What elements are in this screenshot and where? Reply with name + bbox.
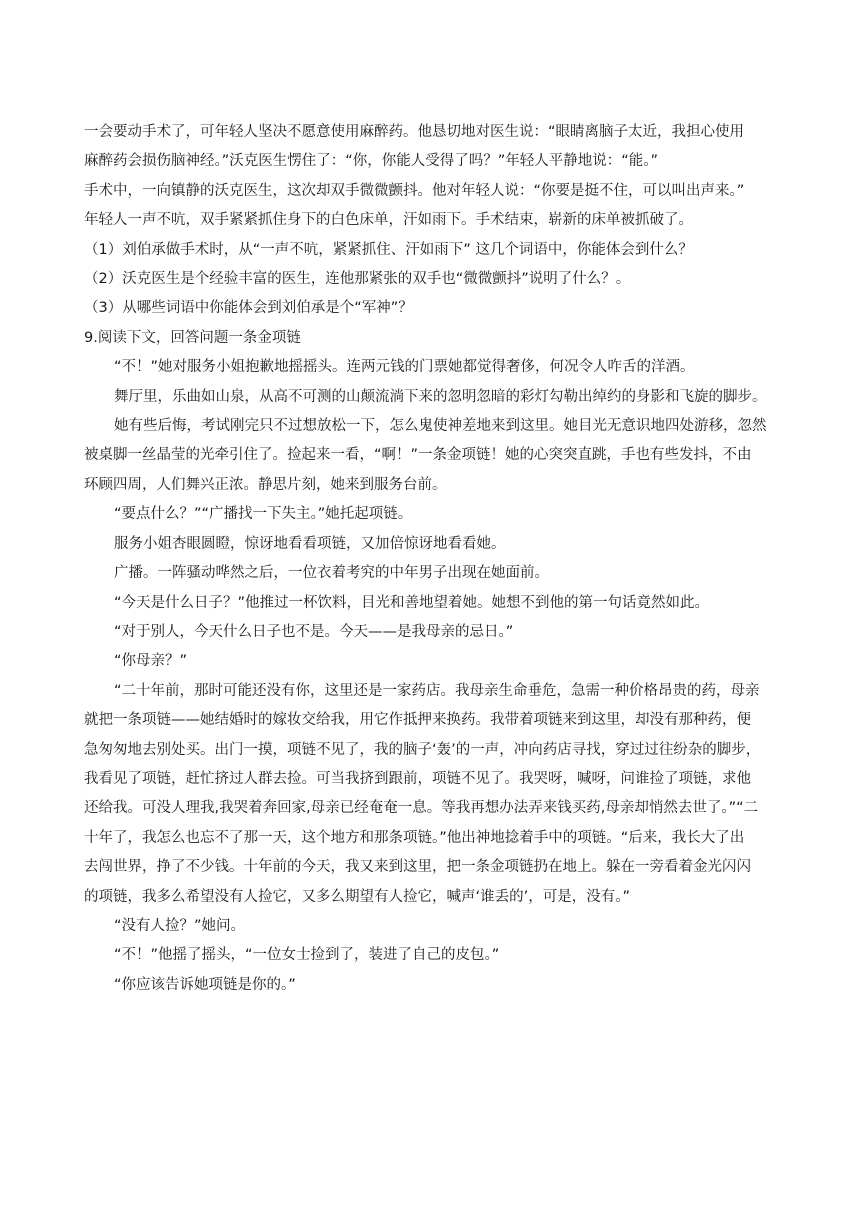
- body-line: 急匆匆地去别处买。出门一摸，项链不见了，我的脑子‘轰’的一声，冲向药店寻找，穿过过往纷杂的脚步，: [84, 741, 761, 758]
- body-line: “不！”她对服务小姐抱歉地摇摇头。连两元钱的门票她都觉得奢侈，何况令人咋舌的洋酒。: [114, 359, 695, 376]
- body-line: 手术中，一向镇静的沃克医生，这次却双手微微颤抖。他对年轻人说：“你要是挺不住，可以叫出声来。”: [84, 182, 745, 199]
- body-line: “二十年前，那时可能还没有你，这里还是一家药店。我母亲生命垂危，急需一种价格昂贵的药，母亲: [114, 682, 760, 699]
- body-line: 服务小姐杏眼圆瞪，惊讶地看看项链，又加倍惊讶地看看她。: [114, 535, 506, 552]
- body-line: “你母亲？”: [114, 653, 188, 670]
- body-line: “要点什么？”“广播找一下失主。”她托起项链。: [114, 506, 413, 523]
- body-line: 我看见了项链，赶忙挤过人群去捡。可当我挤到跟前，项链不见了。我哭呀，喊呀，问谁捡了项链，求他: [84, 770, 751, 787]
- question-2: （2）沃克医生是个经验丰富的医生，连他那紧张的双手也“微微颤抖”说明了什么？。: [84, 271, 631, 288]
- question-1: （1）刘伯承做手术时，从“一声不吭，紧紧抓住、汗如雨下” 这几个词语中，你能体会到什么？: [84, 241, 693, 258]
- body-line: “没有人捡？”她问。: [114, 917, 246, 934]
- body-line: 的项链，我多么希望没有人捡它，又多么期望有人捡它，喊声‘谁丢的’，可是，没有。”: [84, 888, 630, 905]
- body-line: 环顾四周，人们舞兴正浓。静思片刻，她来到服务台前。: [84, 476, 447, 493]
- body-line: 麻醉药会损伤脑神经。”沃克医生愣住了：“你，你能人受得了吗？”年轻人平静地说：“能。”: [84, 153, 659, 170]
- body-line: “你应该告诉她项链是你的。”: [114, 976, 296, 993]
- body-line: 就把一条项链——她结婚时的嫁妆交给我，用它作抵押来换药。我带着项链来到这里，却没有那种药，便: [84, 712, 751, 729]
- body-line: “对于别人，今天什么日子也不是。今天——是我母亲的忌日。”: [114, 623, 514, 640]
- body-line: 广播。一阵骚动哗然之后，一位衣着考究的中年男子出现在她面前。: [114, 565, 549, 582]
- body-line: 去闯世界，挣了不少钱。十年前的今天，我又来到这里，把一条金项链扔在地上。躲在一旁看着金光闪闪: [84, 859, 751, 876]
- body-line: 被桌脚一丝晶莹的光牵引住了。捡起来一看，“啊！”一条金项链！她的心突突直跳，手也有些发抖，不由: [84, 447, 752, 464]
- body-line: 还给我。可没人理我,我哭着奔回家,母亲已经奄奄一息。等我再想办法弄来钱买药,母亲却悄然去世了。”“二: [84, 800, 759, 817]
- body-line: 十年了，我怎么也忘不了那一天，这个地方和那条项链。”他出神地捻着手中的项链。“后来，我长大了出: [84, 829, 745, 846]
- body-line: 年轻人一声不吭，双手紧紧抓住身下的白色床单，汗如雨下。手术结束，崭新的床单被抓破了。: [84, 212, 693, 229]
- document-page: [84, 118, 784, 1000]
- body-line: “今天是什么日子？”他推过一杯饮料，目光和善地望着她。她想不到他的第一句话竟然如此。: [114, 594, 710, 611]
- body-line: 舞厅里，乐曲如山泉，从高不可测的山颠流淌下来的忽明忽暗的彩灯勾勒出绰约的身影和飞旋的脚步。: [114, 388, 767, 405]
- body-line: 一会要动手术了，可年轻人坚决不愿意使用麻醉药。他恳切地对医生说：“眼睛离脑子太近，我担心使用: [84, 124, 745, 140]
- body-line: “不！”他摇了摇头，“一位女士捡到了，装进了自己的皮包。”: [114, 947, 500, 964]
- section-heading: 9.阅读下文，回答问题一条金项链: [84, 329, 301, 346]
- question-3: （3）从哪些词语中你能体会到刘伯承是个“军神”？: [84, 300, 413, 317]
- body-line: 她有些后悔，考试刚完只不过想放松一下，怎么鬼使神差地来到这里。她目光无意识地四处游移，忽然: [114, 418, 767, 435]
